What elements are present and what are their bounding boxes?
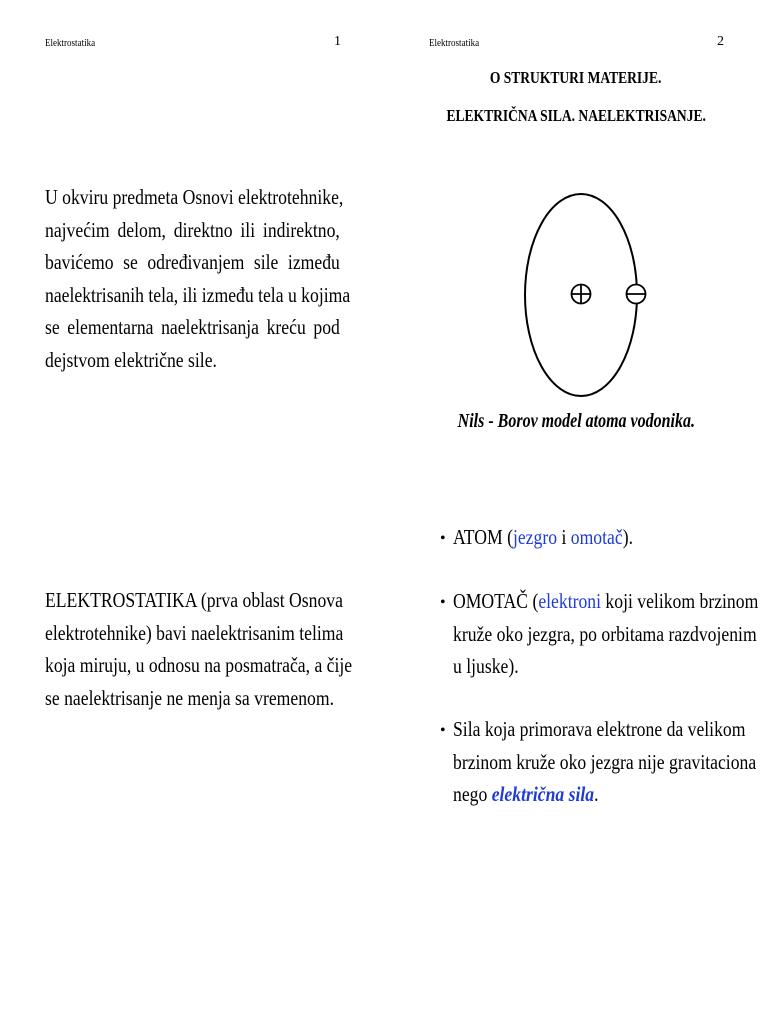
paragraph-line: naelektrisanih tela, ili između tela u kojima	[45, 282, 351, 307]
bullet-atom: ATOM (jezgro i omotač).	[453, 525, 633, 549]
slide-heading-2: ELEKTRIČNA SILA. NAELEKTRISANJE.	[446, 106, 706, 125]
paragraph-line: bavićemo se određivanjem sile između	[45, 250, 340, 274]
bullet-icon: •	[440, 594, 446, 611]
term-electrons: elektroni	[538, 589, 602, 613]
paragraph-line: Sila koja primorava elektrone da velikom	[453, 717, 746, 741]
page-header-title: Elektrostatika	[45, 37, 96, 49]
slide-page-2	[384, 0, 768, 1024]
paragraph-line: ELEKTROSTATIKA (prva oblast Osnova	[45, 588, 343, 612]
paragraph-line: elektrotehnike) bavi naelektrisanim telima	[45, 620, 344, 645]
diagram-caption: Nils - Borov model atoma vodonika.	[457, 410, 695, 432]
paragraph-line: se naelektrisanje ne menja sa vremenom.	[45, 685, 334, 710]
page-number: 1	[334, 34, 341, 49]
electrostatics-definition-paragraph	[45, 584, 353, 714]
paragraph-line: koja miruju, u odnosu na posmatrača, a čije	[45, 653, 353, 677]
page-number: 2	[717, 34, 724, 49]
electron-minus-icon	[627, 285, 646, 304]
paragraph-line: u ljuske).	[453, 654, 519, 678]
bullet-electric-force: Sila koja primorava elektrone da velikom brzinom kruže oko jezgra nije gravitaciona nego električna sila.	[453, 713, 722, 811]
bullet-icon: •	[440, 530, 446, 547]
paragraph-line: najvećim delom, direktno ili indirektno,	[45, 217, 340, 242]
term-shell: omotač	[570, 525, 623, 549]
page-header-title: Elektrostatika	[429, 37, 480, 49]
term-electric-force: električna sila	[491, 782, 595, 806]
paragraph-line: kruže oko jezgra, po orbitama razdvojenim	[453, 621, 757, 646]
slide-heading-1: O STRUKTURI MATERIJE.	[490, 68, 662, 87]
paragraph-line: se elementarna naelektrisanja kreću pod	[45, 315, 340, 339]
nucleus-plus-icon	[572, 285, 591, 304]
bullet-shell: OMOTAČ (elektroni koji velikom brzinom kruže oko jezgra, po orbitama razdvojenim u ljuske).	[453, 585, 722, 683]
bullet-icon: •	[440, 722, 446, 739]
bohr-atom-diagram	[384, 185, 768, 425]
intro-paragraph	[45, 181, 351, 376]
paragraph-line: dejstvom električne sile.	[45, 347, 217, 372]
paragraph-line: brzinom kruže oko jezgra nije gravitaciona	[453, 749, 757, 774]
term-nucleus: jezgro	[512, 525, 558, 549]
paragraph-line: U okviru predmeta Osnovi elektrotehnike,	[45, 185, 344, 209]
